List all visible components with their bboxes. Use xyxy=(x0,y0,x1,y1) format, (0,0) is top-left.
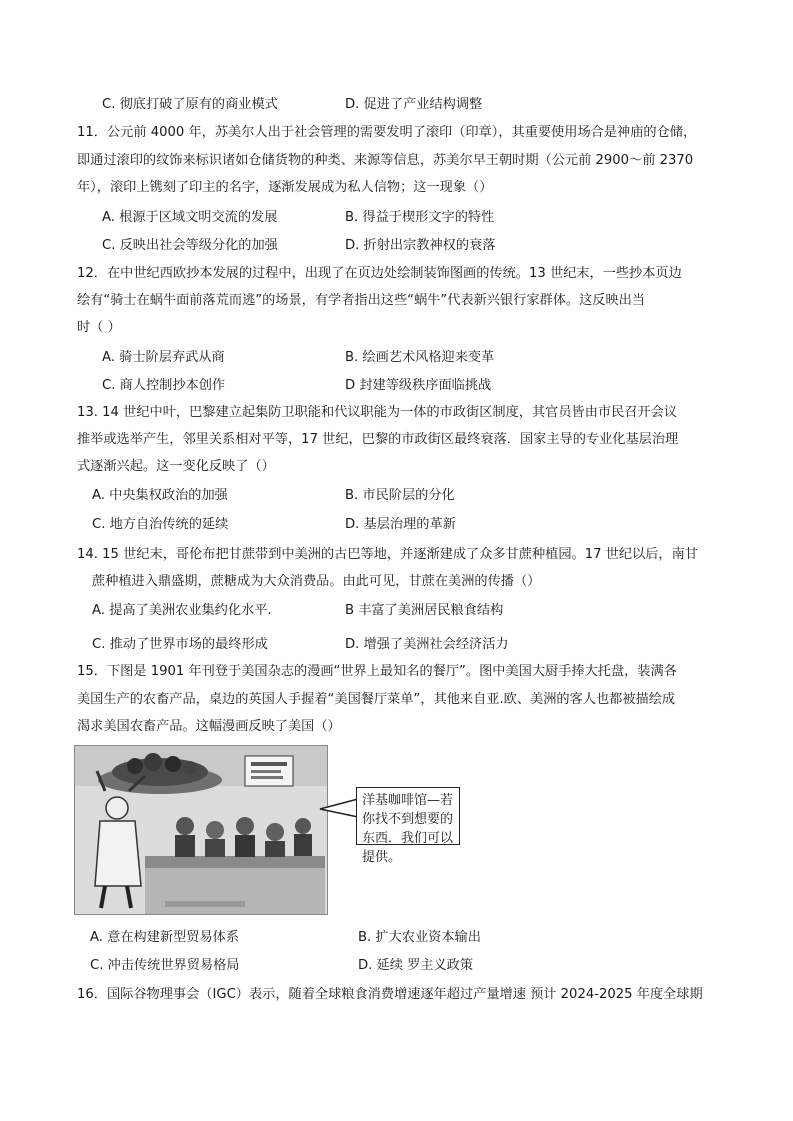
q14-stem-line2: 蔗种植进入鼎盛期，蔗糖成为大众消费品。由此可见，甘蔗在美洲的传播（） xyxy=(92,574,541,589)
q13-option-b: B. 市民阶层的分化 xyxy=(345,488,455,503)
q14-stem-line1: 14. 15 世纪末，哥伦布把甘蔗带到中美洲的古巴等地，并逐渐建成了众多甘蔗种植园。17 世纪以后，南甘 xyxy=(77,547,698,562)
q14-option-a: A. 提高了美洲农业集约化水平. xyxy=(92,603,272,618)
q11-stem-line3: 年），滚印上镌刻了印主的名字，逐渐发展成为私人信物；这一现象（） xyxy=(77,180,493,195)
q12-stem-line3: 时（ ） xyxy=(77,320,121,335)
q11-option-d: D. 折射出宗教神权的衰落 xyxy=(345,238,496,253)
q13-stem-line3: 式逐渐兴起。这一变化反映了（） xyxy=(77,459,275,474)
q14-option-c: C. 推动了世界市场的最终形成 xyxy=(92,637,268,652)
q13-stem-line2: 推举或选举产生，邻里关系相对平等，17 世纪，巴黎的市政街区最终衰落．国家主导的专业化基层治理 xyxy=(77,432,679,447)
q12-option-c: C. 商人控制抄本创作 xyxy=(102,378,226,393)
q15-option-c: C. 冲击传统世界贸易格局 xyxy=(90,958,240,973)
q16-stem-line1: 16．国际谷物理事会（IGC）表示，随着全球粮食消费增速逐年超过产量增速 预计 2024-2025 年度全球期 xyxy=(77,987,703,1002)
q14-option-b: B 丰富了美洲居民粮食结构 xyxy=(345,603,504,618)
q11-stem-line1: 11．公元前 4000 年，苏美尔人出于社会管理的需要发明了滚印（印章），其重要使用场合是神庙的仓储， xyxy=(77,125,697,140)
q12-option-d: D 封建等级秩序面临挑战 xyxy=(345,378,492,393)
q12-option-b: B. 绘画艺术风格迎来变革 xyxy=(345,350,495,365)
q10-option-c: C. 彻底打破了原有的商业模式 xyxy=(102,97,278,112)
q14-option-d: D. 增强了美洲社会经济活力 xyxy=(345,637,509,652)
cartoon-image xyxy=(74,745,328,915)
q11-stem-line2: 即通过滚印的纹饰来标识诸如仓储货物的种类、来源等信息，苏美尔早王朝时期（公元前 2900～前 2370 xyxy=(77,153,694,168)
q15-stem-line1: 15．下图是 1901 年刊登于美国杂志的漫画“世界上最知名的餐厅”。图中美国大厨手捧大托盘，装满各 xyxy=(77,664,677,679)
cartoon-callout-text: 洋基咖啡馆—若你找不到想要的东西．我们可以提供。 xyxy=(356,787,460,845)
q15-option-a: A. 意在构建新型贸易体系 xyxy=(90,930,240,945)
q13-stem-line1: 13. 14 世纪中叶，巴黎建立起集防卫职能和代议职能为一体的市政街区制度，其官员皆由市民召开会议 xyxy=(77,405,678,420)
q11-option-c: C. 反映出社会等级分化的加强 xyxy=(102,238,278,253)
q15-stem-line2: 美国生产的农畜产品，桌边的英国人手握着“美国餐厅菜单”，其他来自亚.欧、美洲的客人也都被描绘成 xyxy=(77,692,676,707)
q13-option-a: A. 中央集权政治的加强 xyxy=(92,488,228,503)
q12-option-a: A. 骑士阶层弃武从商 xyxy=(102,350,225,365)
callout-pointer-icon xyxy=(318,795,360,825)
q13-option-c: C. 地方自治传统的延续 xyxy=(92,517,229,532)
q11-option-a: A. 根源于区域文明交流的发展 xyxy=(102,210,278,225)
q12-stem-line2: 绘有“骑士在蜗牛面前落荒而逃”的场景，有学者指出这些“蜗牛”代表新兴银行家群体。这反映出当 xyxy=(77,293,646,308)
q15-option-d: D. 延续 罗主义政策 xyxy=(358,958,474,973)
q11-option-b: B. 得益于楔形文字的特性 xyxy=(345,210,495,225)
q10-option-d: D. 促进了产业结构调整 xyxy=(345,97,483,112)
q12-stem-line1: 12．在中世纪西欧抄本发展的过程中，出现了在页边处绘制装饰图画的传统。13 世纪末，一些抄本页边 xyxy=(77,266,682,281)
q13-option-d: D. 基层治理的革新 xyxy=(345,517,456,532)
q15-option-b: B. 扩大农业资本输出 xyxy=(358,930,481,945)
q15-stem-line3: 渴求美国农畜产品。这幅漫画反映了美国（） xyxy=(77,719,341,734)
